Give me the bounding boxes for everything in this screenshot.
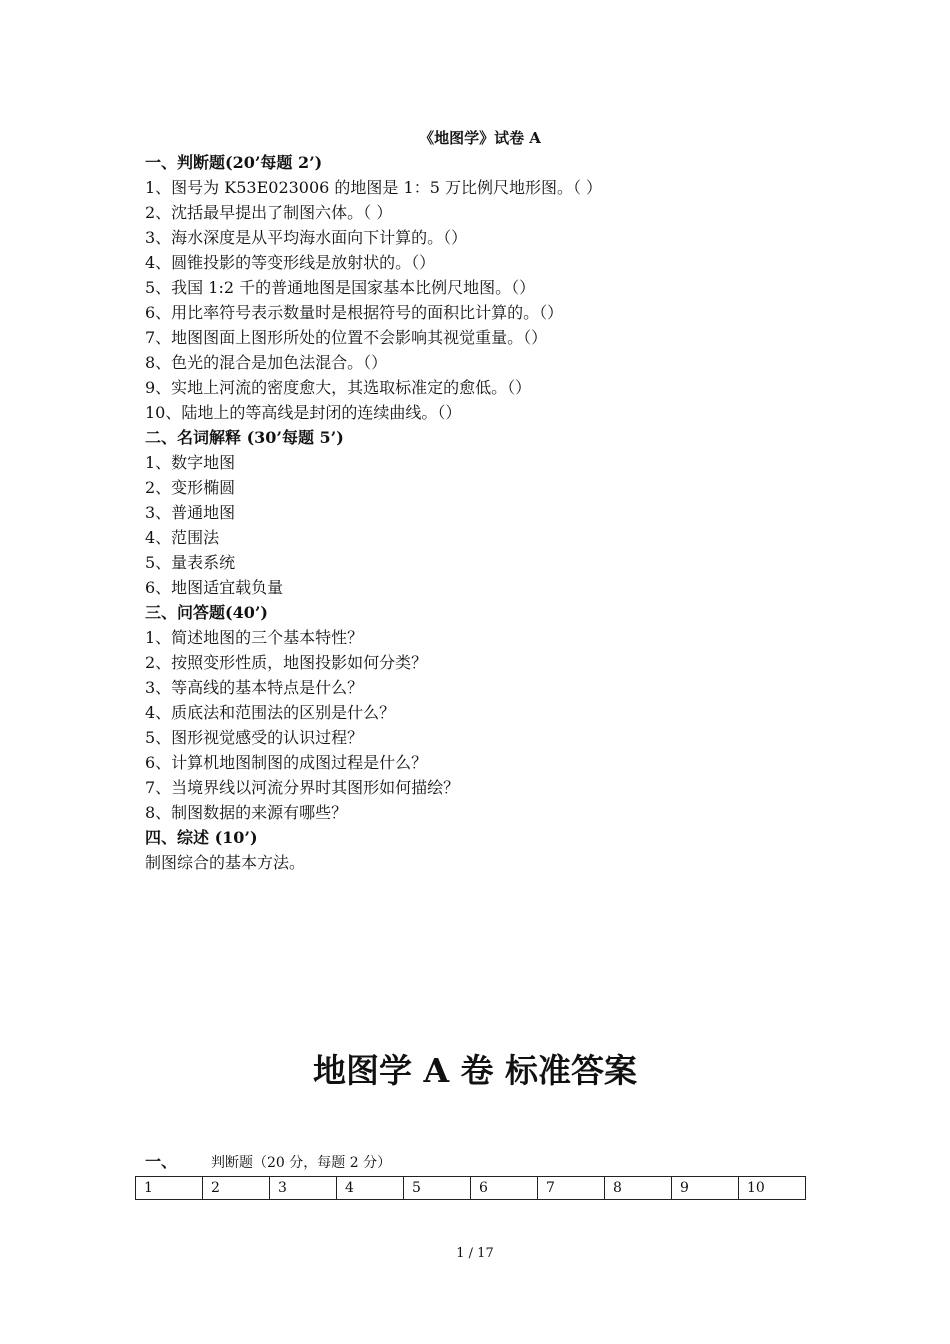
- question-item: 3、普通地图: [145, 503, 236, 522]
- table-cell: 7: [538, 1177, 605, 1200]
- question-item: 3、等高线的基本特点是什么？: [145, 678, 364, 697]
- exam-paper: [145, 126, 825, 875]
- question-item: 6、计算机地图制图的成图过程是什么？: [145, 753, 428, 772]
- question-item: 4、范围法: [145, 528, 220, 547]
- question-item: 2、按照变形性质，地图投影如何分类？: [145, 653, 428, 672]
- exam-title: 《地图学》试卷 A: [419, 129, 541, 147]
- table-cell: 1: [136, 1177, 203, 1200]
- question-item: 4、圆锥投影的等变形线是放射状的。（）: [145, 253, 436, 272]
- table-cell: 9: [672, 1177, 739, 1200]
- table-row: [136, 1177, 806, 1200]
- question-item: 7、地图图面上图形所处的位置不会影响其视觉重量。（）: [145, 328, 548, 347]
- answer-section-label: 判断题（20 分，每题 2 分）: [211, 1155, 392, 1171]
- question-item: 1、简述地图的三个基本特性？: [145, 628, 364, 647]
- question-item: 8、制图数据的来源有哪些？: [145, 803, 348, 822]
- question-item: 5、我国 1:2 千的普通地图是国家基本比例尺地图。（）: [145, 278, 536, 297]
- question-item: 5、量表系统: [145, 553, 236, 572]
- question-item: 制图综合的基本方法。: [145, 853, 306, 872]
- question-item: 6、地图适宜载负量: [145, 578, 284, 597]
- section-heading: 一、判断题(20’每题 2’): [145, 153, 323, 172]
- section-heading: 四、综述 (10’): [145, 828, 258, 847]
- table-cell: 10: [739, 1177, 806, 1200]
- table-cell: 4: [337, 1177, 404, 1200]
- question-item: 2、沈括最早提出了制图六体。（ ）: [145, 203, 393, 222]
- table-cell: 8: [605, 1177, 672, 1200]
- section-heading: 二、名词解释 (30’每题 5’): [145, 428, 344, 447]
- question-item: 2、变形椭圆: [145, 478, 236, 497]
- table-cell: 6: [471, 1177, 538, 1200]
- page-number: 1 / 17: [456, 1246, 494, 1261]
- question-item: 8、色光的混合是加色法混合。（）: [145, 353, 388, 372]
- question-item: 5、图形视觉感受的认识过程？: [145, 728, 364, 747]
- table-cell: 5: [404, 1177, 471, 1200]
- table-cell: 3: [270, 1177, 337, 1200]
- question-item: 9、实地上河流的密度愈大，其选取标准定的愈低。（）: [145, 378, 532, 397]
- table-cell: 2: [203, 1177, 270, 1200]
- answer-table: [135, 1176, 806, 1200]
- answer-section-heading: [145, 1151, 391, 1173]
- question-item: 1、图号为 K53E023006 的地图是 1：5 万比例尺地形图。（ ）: [145, 178, 603, 197]
- section-heading: 三、问答题(40’): [145, 603, 268, 622]
- question-item: 4、质底法和范围法的区别是什么？: [145, 703, 396, 722]
- question-item: 7、当境界线以河流分界时其图形如何描绘？: [145, 778, 460, 797]
- question-item: 3、海水深度是从平均海水面向下计算的。（）: [145, 228, 468, 247]
- question-item: 6、用比率符号表示数量时是根据符号的面积比计算的。（）: [145, 303, 564, 322]
- question-item: 1、数字地图: [145, 453, 236, 472]
- answer-section-number: 一、: [145, 1152, 178, 1171]
- answer-key-title: 地图学 A 卷 标准答案: [312, 1051, 638, 1090]
- question-item: 10、陆地上的等高线是封闭的连续曲线。（）: [145, 403, 462, 422]
